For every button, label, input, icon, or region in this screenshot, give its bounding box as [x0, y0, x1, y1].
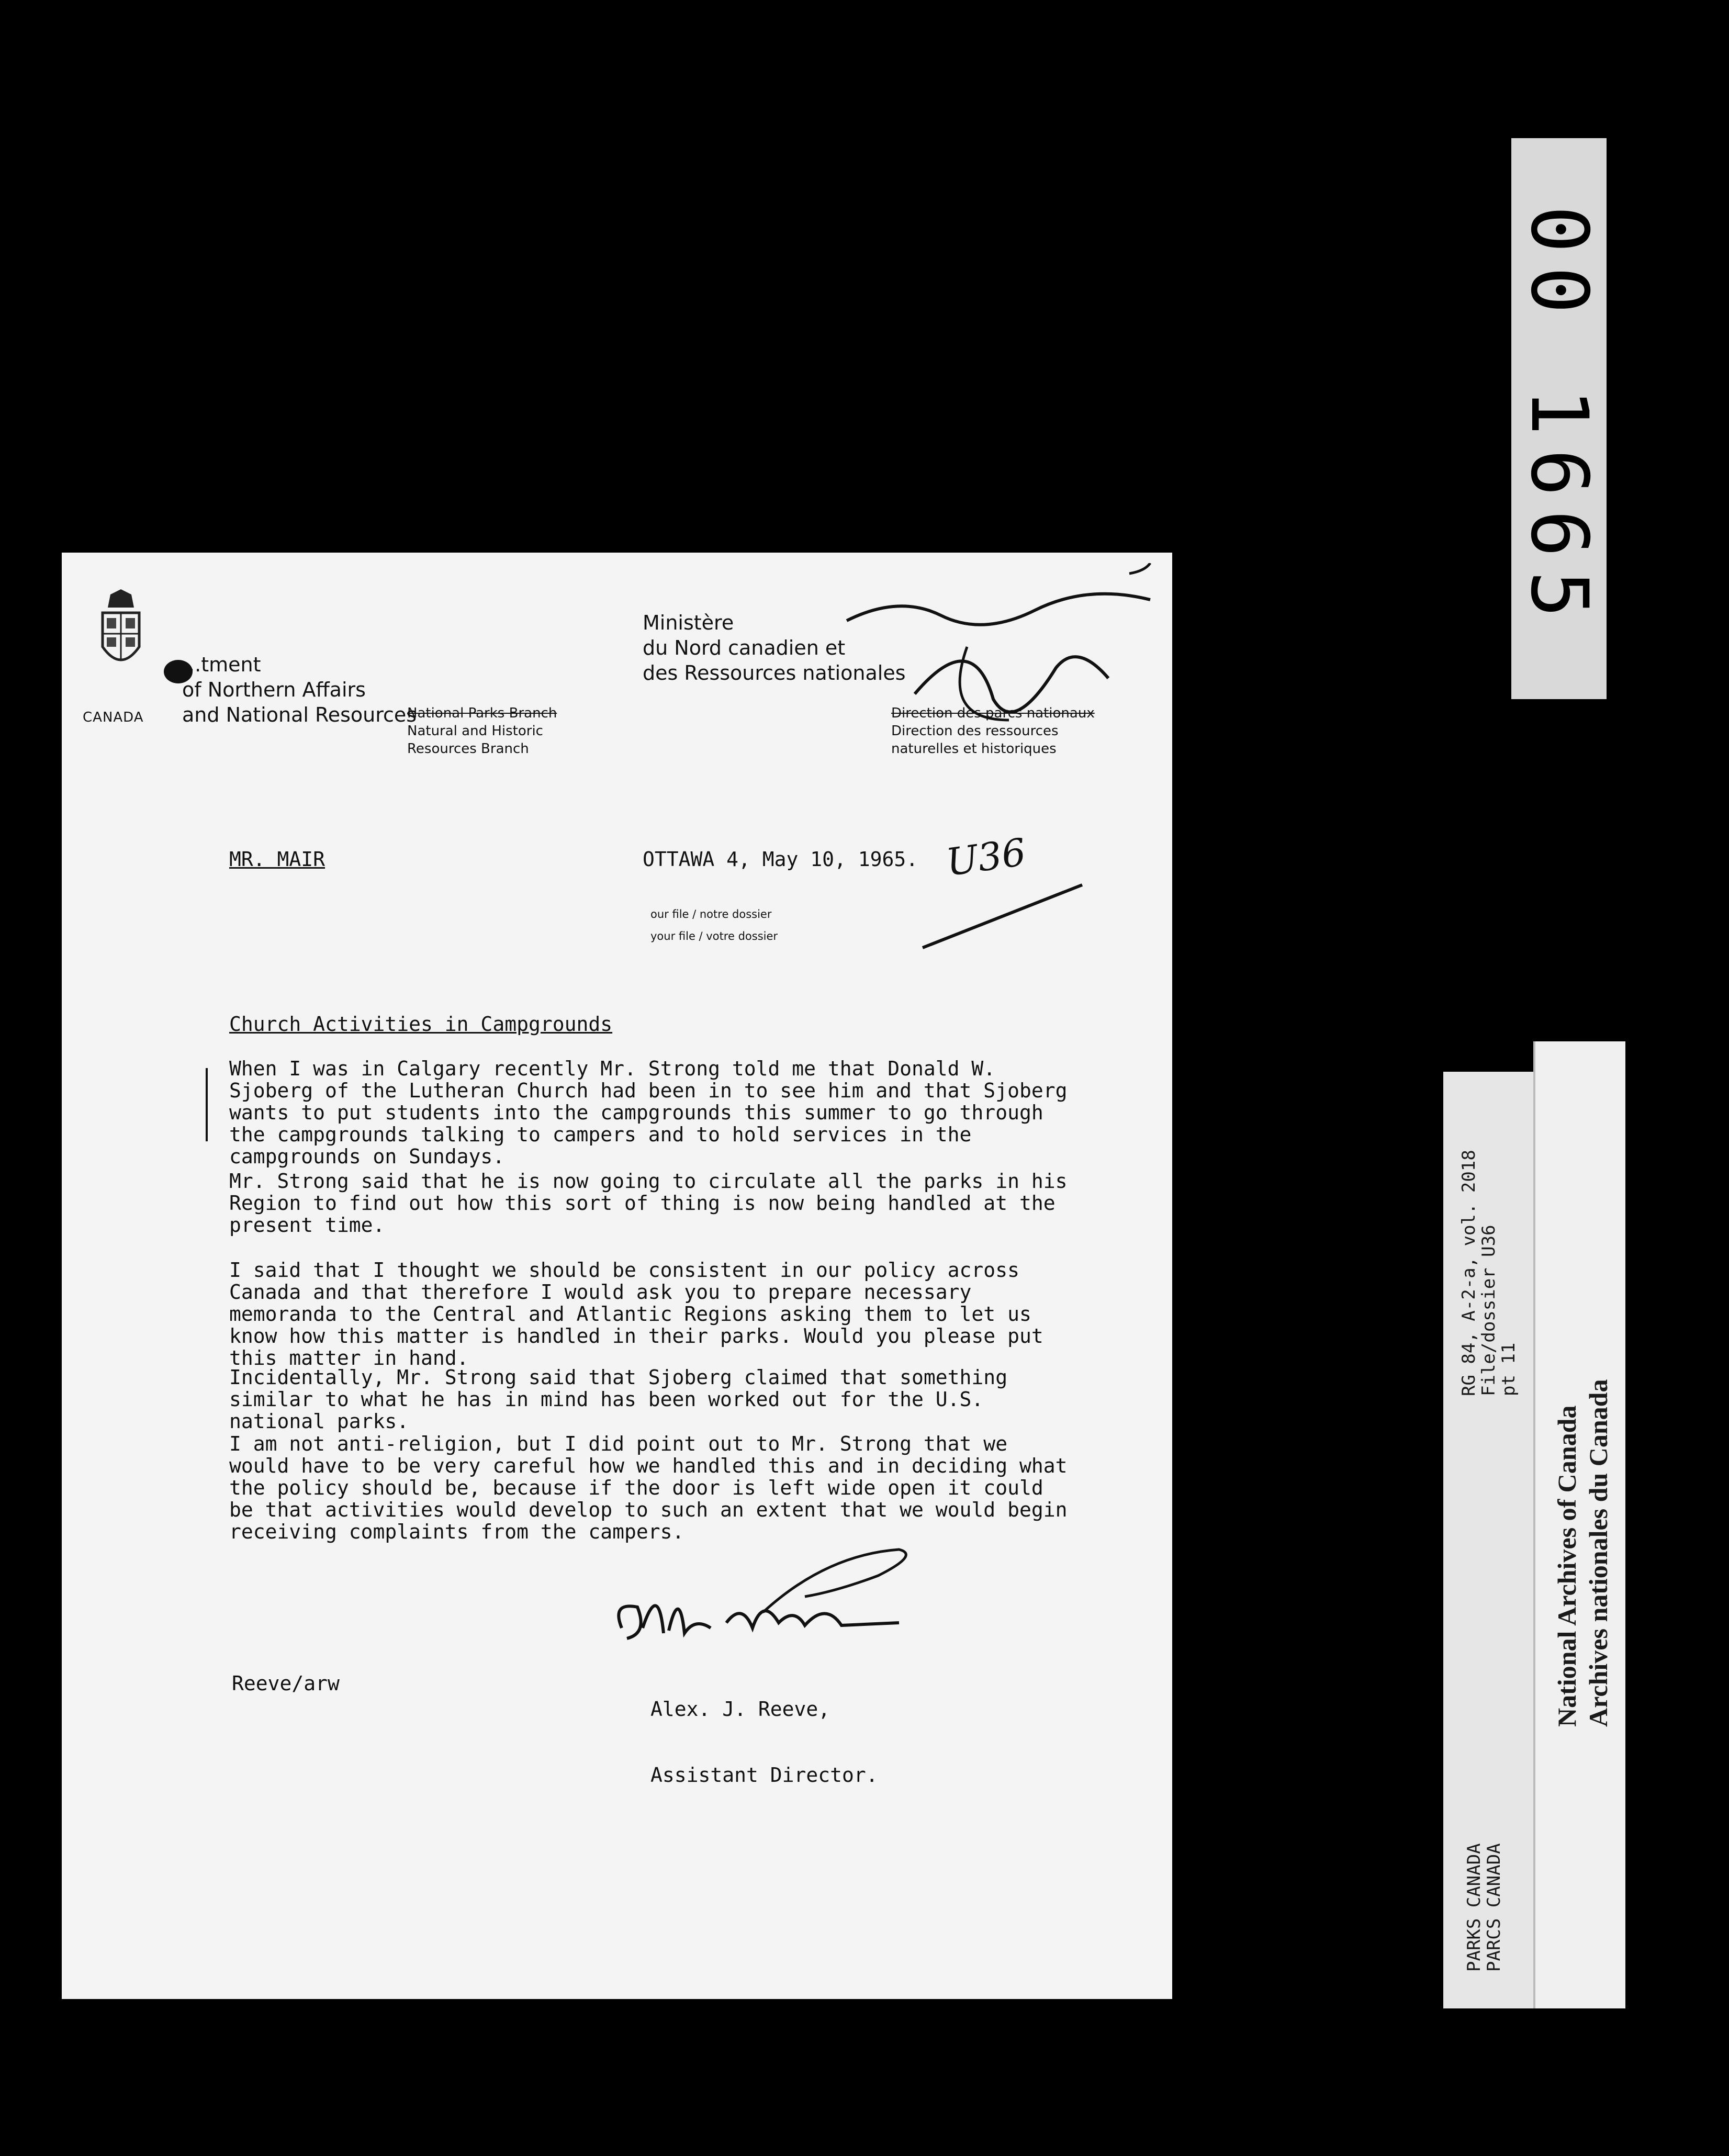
branch-fr-line2: Direction des ressources [891, 723, 1059, 739]
letterhead-fr-line2: du Nord canadien et [643, 636, 846, 659]
archive-reference [1459, 1150, 1519, 1396]
letterhead-fr-line3: des Ressources nationales [643, 661, 906, 684]
body-paragraph-3: I said that I thought we should be consistent in our policy across Canada and that therefore I would ask you to prepare necessary memoranda to the Central and Atlantic Regions asking them to let us know how this matter is handled in their parks. Would you please put this matter in hand. [229, 1259, 1043, 1369]
signature-block [650, 1654, 878, 1830]
branch-english [407, 704, 557, 758]
reference-line-2: File/dossier U36 [1478, 1225, 1499, 1396]
reference-line-3: pt 11 [1498, 1342, 1519, 1396]
frame-number: 00 1665 [1513, 205, 1604, 632]
body-paragraph-1: When I was in Calgary recently Mr. Strong told me that Donald W. Sjoberg of the Lutheran Church had been in to see him and that Sjoberg wants to put students into the campgrounds this summer to go through the campgrounds talking to campers and to hold services in the campgrounds on Sundays. [229, 1057, 1068, 1168]
letterhead-fr-line1: Ministère [643, 611, 734, 634]
letter-sheet [62, 553, 1172, 1999]
branch-fr-line3: naturelles et historiques [891, 741, 1057, 757]
letterhead-english [182, 652, 417, 727]
handwritten-scrawl [836, 563, 1161, 783]
archives-name [1551, 1379, 1614, 1727]
letterhead-en-line2: of Northern Affairs [182, 678, 366, 701]
frame-number-strip [1511, 138, 1607, 699]
body-paragraph-4: Incidentally, Mr. Strong said that Sjoberg claimed that something similar to what he has in mind has been worked out for the U.S. national parks. [229, 1366, 1008, 1433]
your-file-label: your file / votre dossier [650, 930, 778, 942]
our-file-label: our file / notre dossier [650, 908, 772, 920]
agency-line-2: PARCS CANADA [1484, 1843, 1505, 1972]
body-paragraph-5: I am not anti-religion, but I did point out to Mr. Strong that we would have to be very careful how we handled this and in deciding what the policy should be, because if the door is left wide open it could be that activities would develop to such an extent that we would begin receiving complaints from the campers. [229, 1432, 1068, 1543]
subject-line: Church Activities in Campgrounds [229, 1013, 613, 1036]
archives-line-2: Archives nationales du Canada [1584, 1379, 1613, 1727]
letterhead-en-line3: and National Resources [182, 703, 417, 726]
archives-line-1: National Archives of Canada [1552, 1405, 1581, 1727]
dateline: OTTAWA 4, May 10, 1965. [643, 848, 918, 871]
branch-fr-line1: Direction des parcs nationaux [891, 705, 1095, 721]
agency-label [1464, 1843, 1504, 1972]
canada-crest-icon [92, 589, 150, 678]
signer-name: Alex. J. Reeve, [650, 1698, 830, 1721]
file-reference-labels [650, 903, 778, 947]
body-paragraph-2: Mr. Strong said that he is now going to circulate all the parks in his Region to find out how this sort of thing is now being handled at the present time. [229, 1170, 1068, 1237]
underline-stroke [920, 880, 1087, 953]
signer-title: Assistant Director. [650, 1764, 878, 1787]
branch-en-line1: National Parks Branch [407, 705, 557, 721]
branch-en-line2: Natural and Historic [407, 723, 543, 739]
archives-banner [1533, 1041, 1625, 2008]
reference-line-1: RG 84, A-2-a, vol. 2018 [1458, 1150, 1479, 1396]
addressee: MR. MAIR [229, 848, 325, 871]
handwritten-file-note: U36 [943, 829, 1029, 885]
typist-initials: Reeve/arw [232, 1672, 340, 1695]
crest-label: CANADA [83, 710, 144, 725]
agency-line-1: PARKS CANADA [1464, 1843, 1485, 1972]
letterhead-en-line1: ...tment [182, 653, 261, 676]
branch-en-line3: Resources Branch [407, 741, 529, 757]
margin-mark [206, 1068, 208, 1141]
